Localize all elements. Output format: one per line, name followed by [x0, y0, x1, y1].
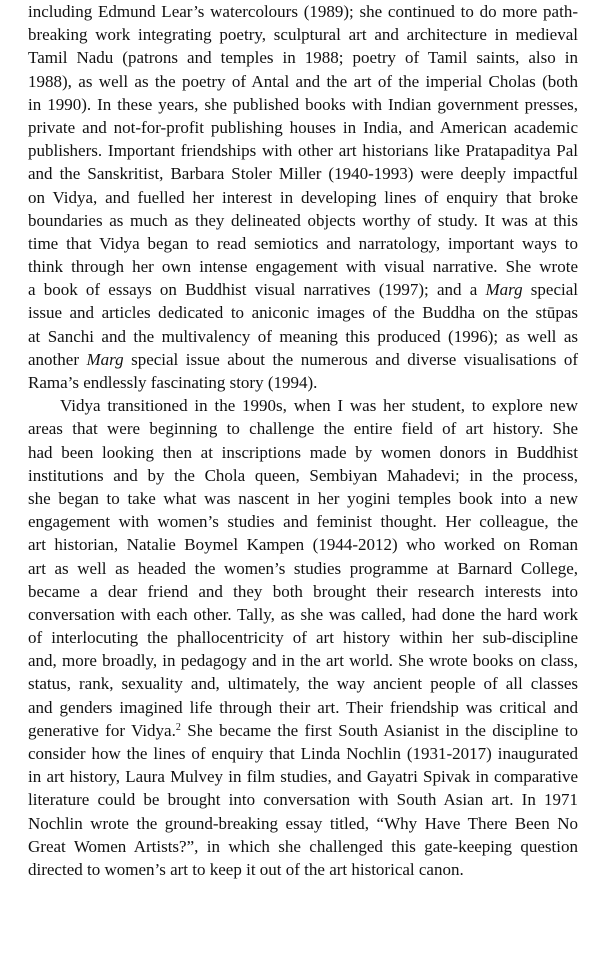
text-run: institutions and by the Chola queen, Sembiyan Mahadevi; in the process,	[28, 465, 578, 485]
text-line	[28, 371, 578, 394]
text-run: time that Vidya began to read semiotics and narratology, important ways to	[28, 233, 578, 253]
text-line	[28, 719, 578, 742]
text-line	[28, 510, 578, 533]
text-line	[28, 209, 578, 232]
text-line	[28, 672, 578, 695]
text-run: areas that were beginning to challenge the entire field of art history. She	[28, 419, 578, 439]
text-run: publishers. Important friendships with other art historians like Pratapaditya Pal	[28, 141, 578, 161]
text-run: had been looking then at inscriptions made by women donors in Buddhist	[28, 442, 578, 462]
text-run: and, more broadly, in pedagogy and in the art world. She wrote books on class,	[28, 651, 578, 671]
text-line	[28, 441, 578, 464]
text-line	[28, 812, 578, 835]
text-run: art historian, Natalie Boymel Kampen (1944-2012) who worked on Roman	[28, 535, 578, 555]
text-line	[28, 139, 578, 162]
text-run: special	[522, 280, 579, 300]
text-line	[28, 23, 578, 46]
text-run: of interlocuting the phallocentricity of art history within her sub-discipline	[28, 628, 578, 648]
text-run: Nochlin wrote the ground-breaking essay titled, “Why Have There Been No	[28, 813, 578, 833]
text-line	[28, 696, 578, 719]
text-run: engagement with women’s studies and feminist thought. Her colleague, the	[28, 512, 578, 532]
text-line	[28, 301, 578, 324]
text-run: became a dear friend and they both brought their research interests into	[28, 581, 578, 601]
text-line	[28, 116, 578, 139]
text-run: think through her own intense engagement with visual narrative. She wrote	[28, 257, 578, 277]
text-line	[28, 580, 578, 603]
text-line	[28, 649, 578, 672]
text-run: private and not-for-profit publishing houses in India, and American academic	[28, 117, 578, 137]
text-run: breaking work integrating poetry, sculptural art and architecture in medieval	[28, 25, 578, 45]
paragraph-vidya-feminist-turn	[28, 394, 578, 881]
text-run: in art history, Laura Mulvey in film studies, and Gayatri Spivak in comparative	[28, 767, 578, 787]
text-run: Vidya transitioned in the 1990s, when I was her student, to explore new	[60, 396, 578, 416]
text-run: and the Sanskritist, Barbara Stoler Miller (1940-1993) were deeply impactful	[28, 164, 578, 184]
text-line	[28, 394, 578, 417]
text-run: a book of essays on Buddhist visual narratives (1997); and a	[28, 280, 486, 300]
text-run: on Vidya, and fuelled her interest in developing lines of enquiry that broke	[28, 187, 578, 207]
text-line	[28, 858, 578, 881]
text-run: art as well as headed the women’s studies programme at Barnard College,	[28, 558, 578, 578]
text-run: she began to take what was nascent in her yogini temples book into a new	[28, 488, 578, 508]
text-line	[28, 70, 578, 93]
text-run: in 1990). In these years, she published books with Indian government presses,	[28, 94, 578, 114]
italic-title: Marg	[86, 349, 124, 369]
text-run: status, rank, sexuality and, ultimately, the way ancient people of all classes	[28, 674, 578, 694]
text-line	[28, 278, 578, 301]
text-run: 1988), as well as the poetry of Antal and the art of the imperial Cholas (both	[28, 71, 578, 91]
text-line	[28, 93, 578, 116]
text-run: issue and articles dedicated to aniconic images of the Buddha on the stūpas	[28, 303, 578, 323]
text-run: boundaries as much as they delineated objects worthy of study. It was at this	[28, 210, 578, 230]
text-line	[28, 603, 578, 626]
text-line	[28, 533, 578, 556]
text-line	[28, 742, 578, 765]
text-line	[28, 348, 578, 371]
text-run: at Sanchi and the multivalency of meaning this produced (1996); as well as	[28, 326, 578, 346]
text-line	[28, 255, 578, 278]
text-run: generative for Vidya.	[28, 720, 176, 740]
text-run: Great Women Artists?”, in which she challenged this gate-keeping question	[28, 836, 578, 856]
text-run: literature could be brought into conversation with South Asian art. In 1971	[28, 790, 578, 810]
text-line	[28, 788, 578, 811]
text-run: special issue about the numerous and diverse visualisations of	[123, 349, 578, 369]
text-run: Rama’s endlessly fascinating story (1994).	[28, 373, 318, 392]
text-line	[28, 417, 578, 440]
text-line	[28, 232, 578, 255]
text-run: Tamil Nadu (patrons and temples in 1988; poetry of Tamil saints, also in	[28, 48, 578, 68]
text-run: another	[28, 349, 87, 369]
text-line	[28, 765, 578, 788]
text-line	[28, 46, 578, 69]
text-line	[28, 464, 578, 487]
text-line	[28, 626, 578, 649]
text-run: and genders imagined life through their art. Their friendship was critical and	[28, 697, 578, 717]
text-line	[28, 557, 578, 580]
italic-title: Marg	[485, 280, 523, 300]
text-run: conversation with each other. Tally, as she was called, had done the hard work	[28, 604, 578, 624]
text-run: consider how the lines of enquiry that Linda Nochlin (1931-2017) inaugurated	[28, 744, 578, 763]
paragraph-vidya-publications	[28, 0, 578, 394]
text-line	[28, 325, 578, 348]
text-run: She became the first South Asianist in the discipline to	[180, 720, 578, 740]
footnote-marker: 2	[175, 721, 181, 733]
text-run: directed to women’s art to keep it out of the art historical canon.	[28, 859, 464, 879]
text-run: including Edmund Lear’s watercolours (1989); she continued to do more path-	[28, 2, 578, 21]
text-line	[28, 0, 578, 23]
text-line	[28, 186, 578, 209]
text-line	[28, 487, 578, 510]
text-line	[28, 162, 578, 185]
text-line	[28, 835, 578, 858]
book-page	[28, 0, 578, 881]
